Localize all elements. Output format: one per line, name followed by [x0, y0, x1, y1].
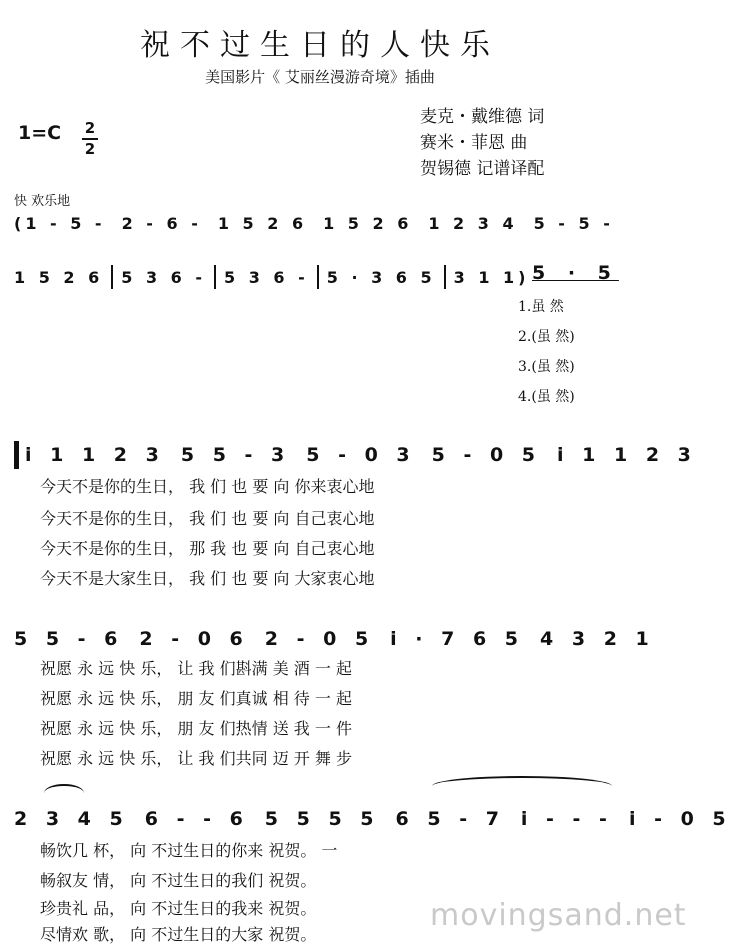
credit-lyricist: 麦克・戴维德 词 [420, 107, 545, 127]
measure: 5 · 3 6 5 [326, 267, 436, 287]
lyric-line [40, 746, 630, 774]
lyric-verse-3: 珍贵礼 品， 向 不过生日的我来 祝贺。 [40, 899, 317, 918]
slur-mark [44, 784, 84, 802]
barline [214, 265, 216, 289]
lyric-verse-3: 今天不是你的生日， 那 我 也 要 向 自己衷心地 [40, 539, 375, 558]
measure: i 1 1 2 3 [25, 444, 165, 466]
tempo-marking: 快 欢乐地 [14, 194, 71, 209]
lyric-verse-1: 祝愿 永 远 快 乐， 让 我 们斟满 美 酒 一 起 [40, 659, 352, 678]
barline [111, 265, 113, 289]
measure: 5 - 5 - [533, 213, 614, 233]
measure: 1 5 2 6 [323, 213, 413, 233]
lyric-line [40, 656, 630, 684]
key-signature: 1=C [18, 122, 62, 144]
measure: 6 5 - 7 [395, 808, 505, 830]
lyric-line [40, 716, 630, 744]
lyric-verse-2: 祝愿 永 远 快 乐， 朋 友 们真诚 相 待 一 起 [40, 689, 352, 708]
measure: 2 - 6 - [121, 213, 202, 233]
lyric-verse-2: 今天不是你的生日， 我 们 也 要 向 自己衷心地 [40, 509, 375, 528]
measure: 1 5 2 6 [217, 213, 308, 233]
measure: 5 - 0 5 [431, 444, 542, 466]
tie-mark [432, 776, 612, 796]
song-subtitle: 美国影片《 艾丽丝漫游奇境》插曲 [205, 68, 435, 86]
measure: 5 5 5 5 [264, 808, 380, 830]
measure: 5 3 6 - [224, 267, 309, 287]
watermark: movingsand.net [430, 898, 687, 933]
measure: 5 5 - 3 [180, 444, 291, 466]
lyric-line [40, 506, 630, 534]
pickup-notes: 5 · 5 [532, 262, 619, 284]
time-signature [82, 120, 98, 158]
volta-4: 4.(虽 然) [518, 389, 575, 405]
measure: 3 1 1) [453, 267, 530, 287]
lyric-line [40, 838, 630, 866]
repeat-start-sign [14, 441, 19, 469]
score-line-1 [14, 208, 626, 238]
measure: 5 5 - 6 [14, 628, 124, 650]
song-title: 祝不过生日的人快乐 [140, 28, 500, 63]
lyric-verse-4: 今天不是大家生日， 我 们 也 要 向 大家衷心地 [40, 569, 375, 588]
measure: 5 3 6 - [121, 267, 206, 287]
barline [444, 265, 446, 289]
measure: i 1 1 2 3 [557, 444, 697, 466]
measure: 2 3 4 5 [14, 808, 129, 830]
measure: 1 5 2 6 [14, 267, 104, 287]
volta-1: 1.虽 然 [518, 299, 564, 315]
meter-top: 2 [84, 119, 96, 137]
measure: i · 7 6 5 [390, 628, 525, 650]
lyric-verse-4: 尽情欢 歌， 向 不过生日的大家 祝贺。 [40, 925, 317, 944]
lyric-verse-4: 祝愿 永 远 快 乐， 让 我 们共同 迈 开 舞 步 [40, 749, 352, 768]
score-line-5 [14, 804, 732, 834]
measure: 2 - 0 5 [264, 628, 375, 650]
lyric-line [40, 566, 630, 594]
credits [420, 104, 544, 182]
measure: 2 - 0 6 [139, 628, 249, 650]
lyric-line [40, 474, 630, 502]
measure: 6 - - 6 [144, 808, 249, 830]
credit-composer: 赛米・菲恩 曲 [420, 133, 528, 153]
lyric-verse-1: 畅饮几 杯， 向 不过生日的你来 祝贺。 一 [40, 841, 338, 860]
measure: 4 3 2 1 [540, 628, 655, 650]
score-line-3 [14, 440, 697, 470]
meter-bottom: 2 [84, 140, 96, 158]
lyric-line [40, 686, 630, 714]
measure: i - 0 5 [628, 808, 732, 830]
measure: (1 - 5 - [14, 213, 106, 233]
lyric-line [40, 868, 630, 896]
measure: 1 2 3 4 [428, 213, 518, 233]
barline [317, 265, 319, 289]
credit-arranger: 贺锡德 记谱译配 [420, 159, 545, 179]
volta-2: 2.(虽 然) [518, 329, 575, 345]
volta-lyrics [518, 292, 575, 412]
score-line-4 [14, 624, 655, 654]
lyric-verse-1: 今天不是你的生日， 我 们 也 要 向 你来衷心地 [40, 477, 375, 496]
volta-3: 3.(虽 然) [518, 359, 575, 375]
measure: i - - - [520, 808, 613, 830]
lyric-line [40, 536, 630, 564]
measure: 5 - 0 3 [306, 444, 416, 466]
lyric-verse-2: 畅叙友 情， 向 不过生日的我们 祝贺。 [40, 871, 317, 890]
lyric-verse-3: 祝愿 永 远 快 乐， 朋 友 们热情 送 我 一 件 [40, 719, 352, 738]
